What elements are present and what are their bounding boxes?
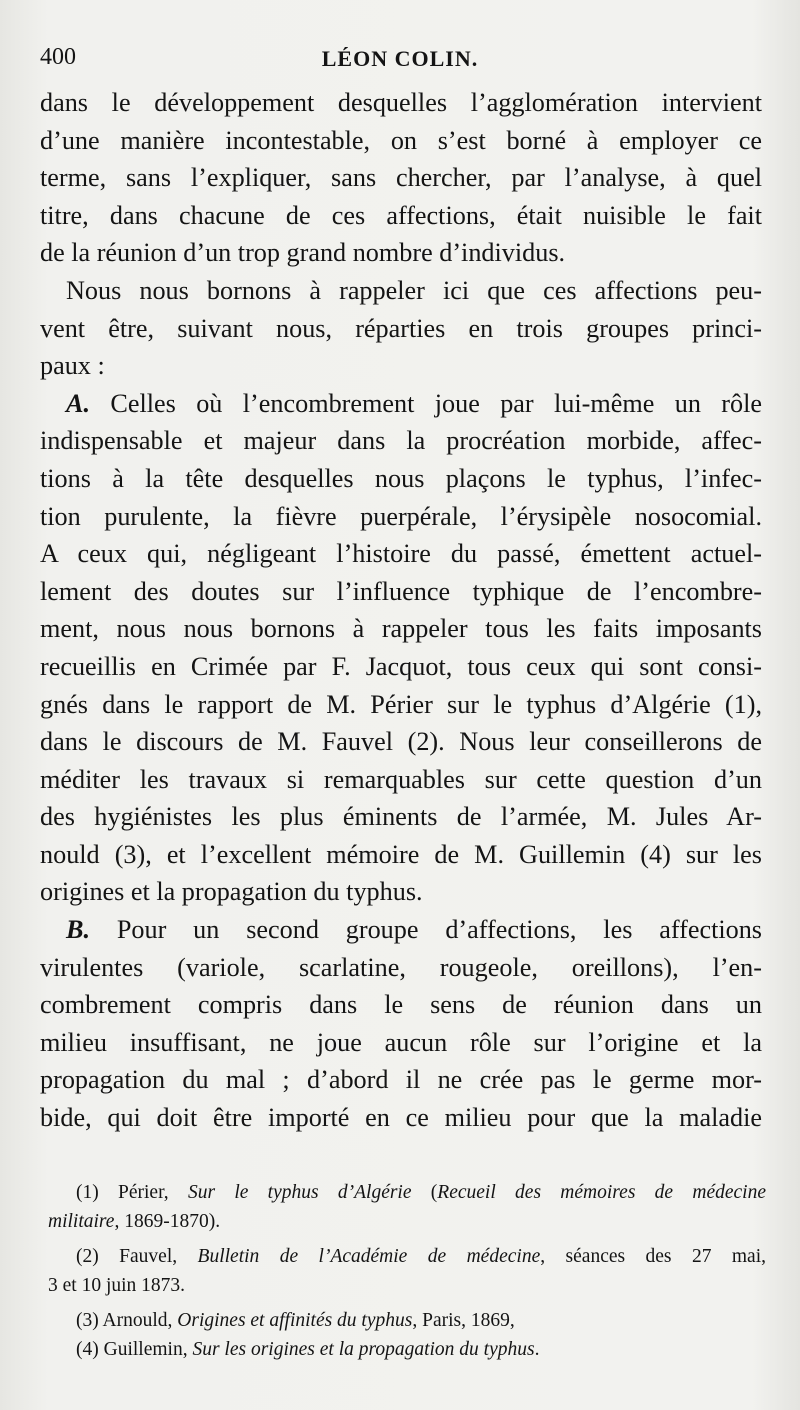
text-line: ment, nous nous bornons à rappeler tous les faits imposants (40, 614, 762, 644)
text-line-b (40, 911, 762, 949)
footnote-text: ( (411, 1182, 438, 1203)
page-number: 400 (40, 44, 76, 70)
text-line: origines et la propagation du typhus. (40, 877, 423, 907)
section-label-b: B. (66, 915, 91, 945)
footnote-1 (76, 1178, 766, 1207)
text-line: dans le discours de M. Fauvel (2). Nous leur conseillerons de (40, 727, 762, 757)
text-line: vent être, suivant nous, réparties en trois groupes princi- (40, 313, 762, 343)
text-line: gnés dans le rapport de M. Périer sur le typhus d’Algérie (1), (40, 689, 762, 719)
footnote-4 (76, 1335, 766, 1364)
text-line: de la réunion d’un trop grand nombre d’individus. (40, 238, 566, 268)
text-line-a (40, 385, 762, 423)
text-line: propagation du mal ; d’abord il ne crée pas le germe mor- (40, 1065, 762, 1095)
footnote-title: Sur le typhus d’Algérie (187, 1182, 412, 1203)
body-text (40, 84, 762, 1137)
text-line: milieu insuffisant, ne joue aucun rôle sur l’origine et la (40, 1027, 762, 1057)
running-title: LÉON COLIN. (321, 46, 479, 71)
text-line: tions à la tête desquelles nous plaçons le typhus, l’infec- (40, 463, 762, 493)
footnote-text: (2) Fauvel, (76, 1246, 198, 1267)
text-line: nould (3), et l’excellent mémoire de M. Guillemin (4) sur les (40, 839, 762, 869)
text-line-content: Pour un second groupe d’affections, les affections (116, 915, 762, 945)
text-line: titre, dans chacune de ces affections, était nuisible le fait (40, 200, 762, 230)
footnote-2-cont: 3 et 10 juin 1873. (48, 1275, 186, 1296)
footnote-text: (3) Arnould, (76, 1310, 178, 1331)
footnotes (48, 1178, 766, 1364)
footnote-title: Sur les origines et la propagation du typhus (192, 1339, 535, 1360)
text-line: combrement compris dans le sens de réunion dans un (40, 990, 762, 1020)
text-line: terme, sans l’expliquer, sans chercher, par l’analyse, à quel (40, 163, 762, 193)
text-line: Nous nous bornons à rappeler ici que ces affections peu- (66, 275, 762, 305)
footnote-text: , 1869-1870). (114, 1211, 221, 1232)
footnote-title: Bulletin de l’Académie de médecine (197, 1246, 541, 1267)
text-line: méditer les travaux si remarquables sur cette question d’un (40, 764, 762, 794)
footnote-text: . (534, 1339, 540, 1360)
footnote-text: (4) Guillemin, (76, 1339, 193, 1360)
footnote-3 (76, 1306, 766, 1335)
section-label-a: A. (66, 388, 91, 418)
footnote-title: militaire (48, 1211, 115, 1232)
footnote-title: Origines et affinités du typhus (177, 1310, 413, 1331)
footnote-text: , Paris, 1869, (412, 1310, 515, 1331)
text-line: d’une manière incontestable, on s’est borné à employer ce (40, 125, 762, 155)
text-line: A ceux qui, négligeant l’histoire du passé, émettent actuel- (40, 539, 762, 569)
footnote-2 (76, 1242, 766, 1271)
page-header (40, 44, 760, 78)
text-line: bide, qui doit être importé en ce milieu pour que la maladie (40, 1103, 762, 1133)
footnote-text: , séances des 27 mai, (540, 1246, 766, 1267)
text-line: lement des doutes sur l’influence typhique de l’encombre- (40, 576, 762, 606)
text-line-content: Celles où l’encombrement joue par lui-même un rôle (110, 388, 762, 418)
footnote-1-cont (48, 1207, 766, 1236)
footnote-text: (1) Périer, (76, 1182, 188, 1203)
text-line: recueillis en Crimée par F. Jacquot, tous ceux qui sont consi- (40, 651, 762, 681)
text-line: des hygiénistes les plus éminents de l’armée, M. Jules Ar- (40, 802, 762, 832)
text-line: paux : (40, 351, 105, 381)
text-line: virulentes (variole, scarlatine, rougeole, oreillons), l’en- (40, 952, 762, 982)
footnote-title: Recueil des mémoires de médecine (437, 1182, 766, 1203)
text-line: dans le développement desquelles l’agglomération intervient (40, 88, 762, 117)
text-line: indispensable et majeur dans la procréation morbide, affec- (40, 426, 762, 456)
text-line: tion purulente, la fièvre puerpérale, l’érysipèle nosocomial. (40, 501, 762, 531)
